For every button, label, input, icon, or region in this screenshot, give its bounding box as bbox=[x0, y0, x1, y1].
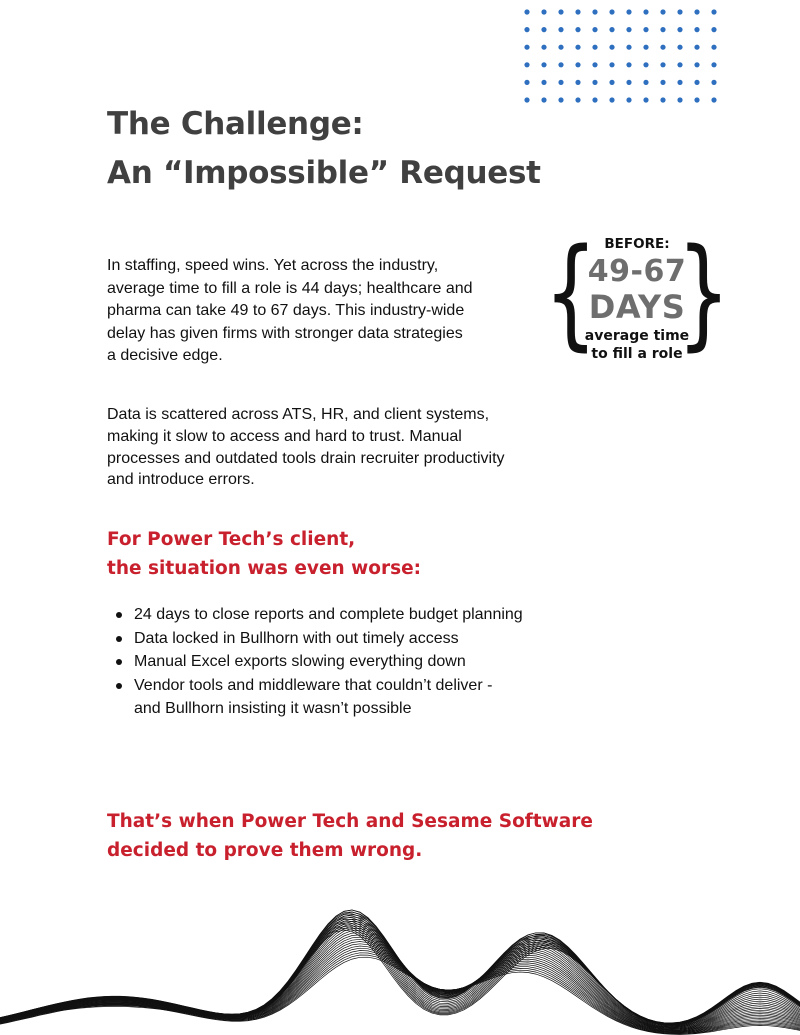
blue-dot bbox=[592, 97, 597, 102]
list-item-text: Vendor tools and middleware that couldn’t deliver - bbox=[134, 676, 493, 694]
blue-dot bbox=[677, 97, 682, 102]
blue-dot bbox=[609, 97, 614, 102]
intro-line: In staffing, speed wins. Yet across the industry, bbox=[107, 257, 439, 274]
wave-line bbox=[0, 939, 800, 1031]
blue-dot bbox=[575, 97, 580, 102]
blue-dot bbox=[609, 9, 614, 14]
intro-line: a decisive edge. bbox=[107, 347, 223, 364]
blue-dot bbox=[694, 9, 699, 14]
blue-dot bbox=[660, 45, 665, 50]
blue-dot bbox=[541, 27, 546, 32]
intro-paragraph bbox=[107, 255, 473, 368]
stat-desc-line-2: to fill a role bbox=[591, 346, 683, 362]
wave-line bbox=[0, 933, 800, 1030]
blue-dot bbox=[609, 80, 614, 85]
blue-dot bbox=[575, 45, 580, 50]
wave-line bbox=[0, 926, 800, 1023]
blue-dot bbox=[643, 27, 648, 32]
title-line-2: An “Impossible” Request bbox=[107, 155, 541, 191]
problem-bullet-list bbox=[107, 603, 523, 721]
blue-dot bbox=[694, 62, 699, 67]
problem-line: making it slow to access and hard to trust. Manual bbox=[107, 427, 462, 445]
wave-line bbox=[0, 921, 800, 1024]
bullet-icon bbox=[116, 683, 122, 689]
blue-dot bbox=[694, 27, 699, 32]
left-brace-icon: { bbox=[544, 224, 598, 363]
bullet-icon bbox=[116, 612, 122, 618]
list-item bbox=[107, 627, 523, 651]
blue-dot bbox=[558, 45, 563, 50]
blue-dot bbox=[711, 62, 716, 67]
title-line-1: The Challenge: bbox=[107, 106, 364, 142]
blue-dot bbox=[677, 9, 682, 14]
blue-dot bbox=[626, 97, 631, 102]
blue-dot bbox=[592, 45, 597, 50]
blue-dot bbox=[558, 27, 563, 32]
blue-dot bbox=[694, 80, 699, 85]
wave-line bbox=[0, 926, 800, 1029]
wave-line bbox=[0, 918, 800, 1025]
blue-dot bbox=[592, 80, 597, 85]
blue-dot bbox=[575, 27, 580, 32]
blue-dot bbox=[592, 62, 597, 67]
blue-dot bbox=[609, 45, 614, 50]
stat-callout bbox=[544, 224, 730, 366]
stat-desc-line-1: average time bbox=[584, 328, 690, 344]
blue-dot bbox=[660, 27, 665, 32]
blue-dot bbox=[643, 62, 648, 67]
blue-dot bbox=[711, 97, 716, 102]
blue-dot bbox=[558, 80, 563, 85]
list-item-text: 24 days to close reports and complete budget planning bbox=[134, 606, 523, 623]
blue-dot bbox=[558, 97, 563, 102]
blue-dot bbox=[626, 80, 631, 85]
blue-dot bbox=[711, 80, 716, 85]
blue-dot bbox=[660, 9, 665, 14]
blue-dot bbox=[609, 62, 614, 67]
blue-dot bbox=[660, 97, 665, 102]
intro-line: pharma can take 49 to 67 days. This industry-wide bbox=[107, 302, 465, 319]
intro-line: average time to fill a role is 44 days; healthcare and bbox=[107, 279, 473, 297]
blue-dot bbox=[626, 62, 631, 67]
blue-dot bbox=[643, 80, 648, 85]
stat-label: BEFORE: bbox=[604, 236, 670, 252]
worse-line-2: the situation was even worse: bbox=[107, 558, 422, 579]
blue-dot bbox=[694, 45, 699, 50]
worse-heading bbox=[107, 525, 421, 583]
blue-dot bbox=[711, 9, 716, 14]
blue-dot bbox=[660, 62, 665, 67]
blue-dot bbox=[541, 9, 546, 14]
wave-line bbox=[0, 910, 800, 1026]
stat-range: 49-67 bbox=[587, 254, 687, 289]
blue-dot bbox=[541, 45, 546, 50]
list-item bbox=[107, 674, 523, 721]
blue-dot bbox=[575, 80, 580, 85]
blue-dot bbox=[711, 45, 716, 50]
problem-paragraph bbox=[107, 404, 505, 491]
blue-dot bbox=[677, 80, 682, 85]
blue-dot bbox=[524, 45, 529, 50]
list-item bbox=[107, 603, 523, 627]
blue-dot bbox=[643, 9, 648, 14]
blue-dot bbox=[643, 45, 648, 50]
blue-dot bbox=[677, 62, 682, 67]
blue-dot bbox=[609, 27, 614, 32]
closing-line-1: That’s when Power Tech and Sesame Software bbox=[107, 811, 593, 832]
blue-dot bbox=[711, 27, 716, 32]
wave-line bbox=[0, 946, 800, 1032]
blue-dot bbox=[541, 62, 546, 67]
list-item bbox=[107, 650, 523, 674]
list-item-text: Manual Excel exports slowing everything down bbox=[134, 653, 466, 670]
blue-dot bbox=[643, 97, 648, 102]
blue-dot bbox=[677, 27, 682, 32]
wave-line bbox=[0, 944, 800, 1032]
stat-unit: DAYS bbox=[588, 288, 686, 326]
blue-dot bbox=[626, 9, 631, 14]
blue-dot bbox=[660, 80, 665, 85]
intro-line: delay has given firms with stronger data strategies bbox=[107, 324, 463, 342]
blue-dot bbox=[592, 27, 597, 32]
wave-lines-decoration bbox=[0, 880, 800, 1035]
blue-dot bbox=[626, 45, 631, 50]
list-item-text: and Bullhorn insisting it wasn’t possible bbox=[134, 700, 412, 717]
list-item-text: Data locked in Bullhorn with out timely access bbox=[134, 629, 459, 647]
blue-dot bbox=[541, 97, 546, 102]
blue-dot bbox=[694, 97, 699, 102]
blue-dot bbox=[575, 9, 580, 14]
blue-dot bbox=[524, 62, 529, 67]
bullet-icon bbox=[116, 636, 122, 642]
wave-line bbox=[0, 921, 800, 1028]
bullet-icon bbox=[116, 659, 122, 665]
problem-line: and introduce errors. bbox=[107, 471, 255, 489]
blue-dot bbox=[677, 45, 682, 50]
blue-dot bbox=[592, 9, 597, 14]
blue-dot bbox=[558, 62, 563, 67]
blue-dot bbox=[575, 62, 580, 67]
blue-dot bbox=[558, 9, 563, 14]
worse-line-1: For Power Tech’s client, bbox=[107, 529, 356, 550]
blue-dot bbox=[524, 80, 529, 85]
dot-grid-decoration bbox=[0, 0, 800, 110]
right-brace-icon: } bbox=[676, 224, 730, 363]
stat-description bbox=[544, 327, 730, 363]
blue-dot bbox=[541, 80, 546, 85]
closing-line-2: decided to prove them wrong. bbox=[107, 840, 423, 861]
problem-line: Data is scattered across ATS, HR, and client systems, bbox=[107, 406, 490, 423]
blue-dot bbox=[524, 27, 529, 32]
problem-line: processes and outdated tools drain recruiter productivity bbox=[107, 449, 505, 467]
page-title bbox=[107, 100, 541, 198]
blue-dot bbox=[626, 27, 631, 32]
closing-heading bbox=[107, 807, 593, 865]
blue-dot bbox=[524, 9, 529, 14]
